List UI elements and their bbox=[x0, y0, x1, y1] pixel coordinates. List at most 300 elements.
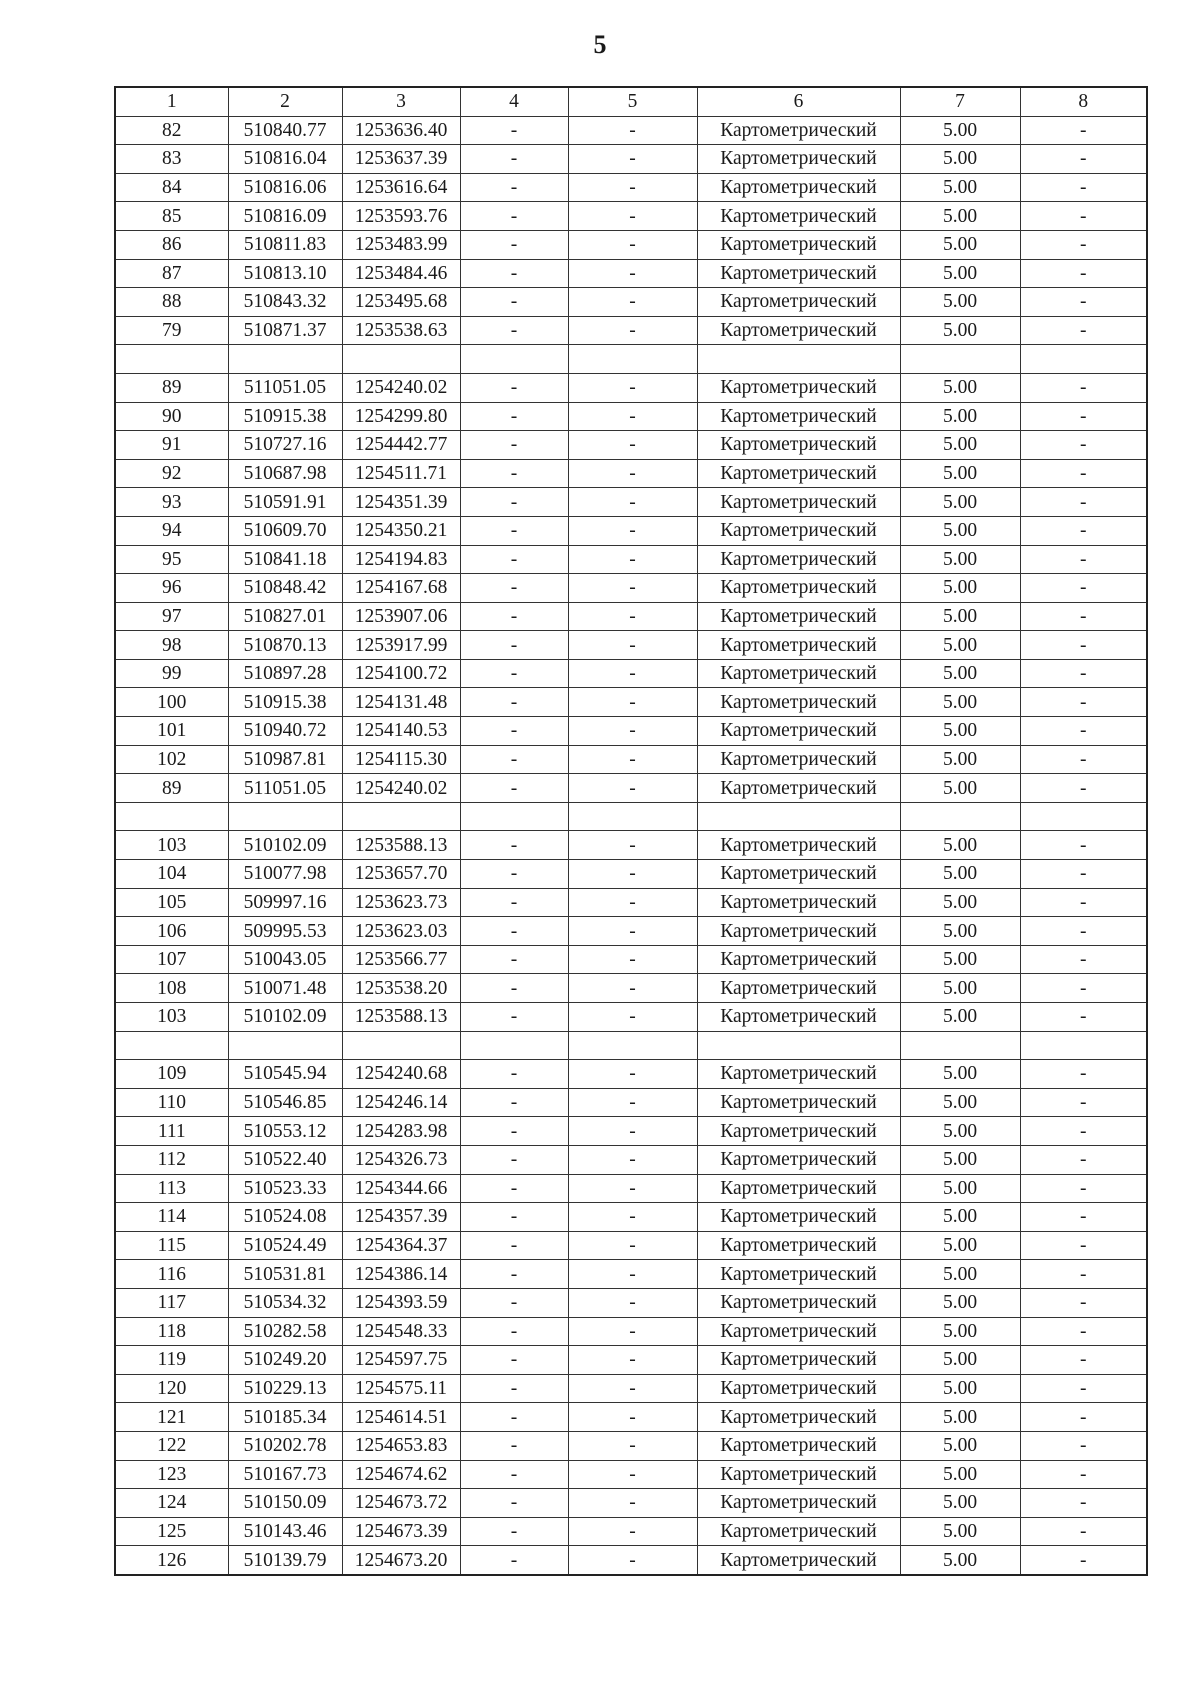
table-cell: 510940.72 bbox=[228, 717, 342, 746]
table-cell: - bbox=[460, 1403, 568, 1432]
table-cell: 1253538.63 bbox=[342, 316, 460, 345]
table-cell: - bbox=[1020, 831, 1147, 860]
table-cell: 5.00 bbox=[900, 659, 1020, 688]
table-cell: 5.00 bbox=[900, 631, 1020, 660]
table-cell: 1254167.68 bbox=[342, 574, 460, 603]
table-cell: - bbox=[568, 602, 697, 631]
table-cell: 5.00 bbox=[900, 745, 1020, 774]
table-cell: - bbox=[460, 1174, 568, 1203]
table-cell: - bbox=[460, 230, 568, 259]
table-cell: 1254326.73 bbox=[342, 1145, 460, 1174]
table-cell: - bbox=[568, 516, 697, 545]
table-row bbox=[115, 259, 1147, 288]
table-cell: 510843.32 bbox=[228, 288, 342, 317]
table-cell: - bbox=[460, 316, 568, 345]
table-cell: 510546.85 bbox=[228, 1088, 342, 1117]
column-header: 7 bbox=[900, 87, 1020, 116]
table-cell: - bbox=[460, 1517, 568, 1546]
separator-row bbox=[115, 345, 1147, 374]
table-cell: 510043.05 bbox=[228, 945, 342, 974]
table-cell: 5.00 bbox=[900, 1460, 1020, 1489]
table-row bbox=[115, 774, 1147, 803]
table-cell: 83 bbox=[115, 145, 228, 174]
table-cell: 5.00 bbox=[900, 1260, 1020, 1289]
table-cell: 510167.73 bbox=[228, 1460, 342, 1489]
table-cell: - bbox=[460, 1431, 568, 1460]
table-cell: 1254115.30 bbox=[342, 745, 460, 774]
table-cell: Картометрический bbox=[697, 1231, 900, 1260]
table-cell bbox=[460, 1031, 568, 1060]
table-cell: 92 bbox=[115, 459, 228, 488]
table-cell: 125 bbox=[115, 1517, 228, 1546]
table-cell: Картометрический bbox=[697, 860, 900, 889]
table-cell: - bbox=[1020, 1317, 1147, 1346]
table-cell: Картометрический bbox=[697, 917, 900, 946]
table-cell: Картометрический bbox=[697, 316, 900, 345]
table-cell: 5.00 bbox=[900, 145, 1020, 174]
table-cell: 95 bbox=[115, 545, 228, 574]
table-cell: - bbox=[460, 116, 568, 145]
table-row bbox=[115, 516, 1147, 545]
table-cell: 1253917.99 bbox=[342, 631, 460, 660]
table-cell: 510816.04 bbox=[228, 145, 342, 174]
table-cell bbox=[228, 1031, 342, 1060]
table-cell: - bbox=[568, 145, 697, 174]
table-cell: - bbox=[460, 888, 568, 917]
table-cell: - bbox=[568, 288, 697, 317]
table-cell: 5.00 bbox=[900, 402, 1020, 431]
table-cell: 1253636.40 bbox=[342, 116, 460, 145]
table-cell: 1254364.37 bbox=[342, 1231, 460, 1260]
table-cell: 1254283.98 bbox=[342, 1117, 460, 1146]
table-cell: - bbox=[1020, 1003, 1147, 1032]
table-cell: 5.00 bbox=[900, 116, 1020, 145]
table-cell: - bbox=[460, 402, 568, 431]
table-cell: 1254240.02 bbox=[342, 373, 460, 402]
table-cell bbox=[342, 1031, 460, 1060]
table-cell: 510523.33 bbox=[228, 1174, 342, 1203]
table-row bbox=[115, 888, 1147, 917]
table-cell: - bbox=[568, 1288, 697, 1317]
table-cell: Картометрический bbox=[697, 1317, 900, 1346]
table-cell: - bbox=[568, 1088, 697, 1117]
table-cell: 510524.08 bbox=[228, 1203, 342, 1232]
table-cell: Картометрический bbox=[697, 402, 900, 431]
table-cell: 115 bbox=[115, 1231, 228, 1260]
table-row bbox=[115, 688, 1147, 717]
table-cell: - bbox=[1020, 774, 1147, 803]
table-cell: 511051.05 bbox=[228, 373, 342, 402]
table-cell: - bbox=[460, 659, 568, 688]
table-cell: 108 bbox=[115, 974, 228, 1003]
table-cell: 85 bbox=[115, 202, 228, 231]
table-row bbox=[115, 1489, 1147, 1518]
table-row bbox=[115, 1460, 1147, 1489]
table-cell: - bbox=[568, 1117, 697, 1146]
table-cell: 5.00 bbox=[900, 1003, 1020, 1032]
table-cell: 5.00 bbox=[900, 1431, 1020, 1460]
table-cell: - bbox=[568, 373, 697, 402]
column-header: 4 bbox=[460, 87, 568, 116]
table-row bbox=[115, 1317, 1147, 1346]
table-cell: 103 bbox=[115, 1003, 228, 1032]
table-cell: - bbox=[568, 545, 697, 574]
table-cell: 510150.09 bbox=[228, 1489, 342, 1518]
table-cell: 1253483.99 bbox=[342, 230, 460, 259]
table-cell: 5.00 bbox=[900, 259, 1020, 288]
table-cell: - bbox=[1020, 1403, 1147, 1432]
table-cell: 5.00 bbox=[900, 831, 1020, 860]
table-cell: Картометрический bbox=[697, 173, 900, 202]
table-cell bbox=[568, 1031, 697, 1060]
table-cell: 510102.09 bbox=[228, 1003, 342, 1032]
table-cell: - bbox=[1020, 459, 1147, 488]
table-row bbox=[115, 574, 1147, 603]
table-cell: 510915.38 bbox=[228, 402, 342, 431]
table-cell: Картометрический bbox=[697, 1060, 900, 1089]
table-row bbox=[115, 488, 1147, 517]
table-cell: 5.00 bbox=[900, 1403, 1020, 1432]
table-cell: - bbox=[460, 288, 568, 317]
table-cell: 5.00 bbox=[900, 1145, 1020, 1174]
table-cell: 82 bbox=[115, 116, 228, 145]
table-cell: 1253907.06 bbox=[342, 602, 460, 631]
table-cell: Картометрический bbox=[697, 1003, 900, 1032]
table-cell: 510139.79 bbox=[228, 1546, 342, 1575]
table-cell: - bbox=[460, 516, 568, 545]
table-cell: 1254350.21 bbox=[342, 516, 460, 545]
table-cell: - bbox=[460, 1060, 568, 1089]
table-cell: 510102.09 bbox=[228, 831, 342, 860]
table-cell: 5.00 bbox=[900, 1317, 1020, 1346]
table-cell: Картометрический bbox=[697, 888, 900, 917]
table-cell: - bbox=[568, 745, 697, 774]
table-cell: - bbox=[1020, 516, 1147, 545]
table-cell: 88 bbox=[115, 288, 228, 317]
table-cell: - bbox=[1020, 1517, 1147, 1546]
table-cell: 510727.16 bbox=[228, 431, 342, 460]
table-cell: - bbox=[1020, 230, 1147, 259]
table-row bbox=[115, 1145, 1147, 1174]
table-cell: 94 bbox=[115, 516, 228, 545]
table-cell: 5.00 bbox=[900, 173, 1020, 202]
table-cell: 105 bbox=[115, 888, 228, 917]
table-cell: - bbox=[568, 488, 697, 517]
table-cell: Картометрический bbox=[697, 373, 900, 402]
table-cell bbox=[900, 1031, 1020, 1060]
table-cell: 510531.81 bbox=[228, 1260, 342, 1289]
table-cell: - bbox=[568, 116, 697, 145]
table-cell: Картометрический bbox=[697, 1174, 900, 1203]
table-cell: - bbox=[1020, 574, 1147, 603]
table-cell: 5.00 bbox=[900, 288, 1020, 317]
table-cell: Картометрический bbox=[697, 1145, 900, 1174]
table-cell: - bbox=[568, 1145, 697, 1174]
table-cell: 1254140.53 bbox=[342, 717, 460, 746]
table-cell: 5.00 bbox=[900, 602, 1020, 631]
separator-row bbox=[115, 1031, 1147, 1060]
table-row bbox=[115, 1403, 1147, 1432]
table-cell: 106 bbox=[115, 917, 228, 946]
table-cell: 510811.83 bbox=[228, 230, 342, 259]
table-cell: Картометрический bbox=[697, 831, 900, 860]
table-cell: 510871.37 bbox=[228, 316, 342, 345]
table-cell: 5.00 bbox=[900, 945, 1020, 974]
table-cell: 1253566.77 bbox=[342, 945, 460, 974]
table-cell: 509995.53 bbox=[228, 917, 342, 946]
table-cell: - bbox=[1020, 602, 1147, 631]
table-cell: - bbox=[1020, 1088, 1147, 1117]
table-cell: 1254673.20 bbox=[342, 1546, 460, 1575]
table-row bbox=[115, 1288, 1147, 1317]
table-cell: Картометрический bbox=[697, 1460, 900, 1489]
table-cell: - bbox=[460, 1088, 568, 1117]
table-row bbox=[115, 860, 1147, 889]
table-cell: 5.00 bbox=[900, 688, 1020, 717]
table-row bbox=[115, 1003, 1147, 1032]
table-cell: Картометрический bbox=[697, 459, 900, 488]
table-cell: 1254393.59 bbox=[342, 1288, 460, 1317]
table-cell: - bbox=[1020, 1060, 1147, 1089]
table-cell: - bbox=[1020, 1174, 1147, 1203]
table-cell bbox=[697, 802, 900, 831]
table-cell: Картометрический bbox=[697, 1346, 900, 1375]
column-header: 3 bbox=[342, 87, 460, 116]
table-cell: - bbox=[1020, 888, 1147, 917]
table-cell: 116 bbox=[115, 1260, 228, 1289]
table-cell: 1253616.64 bbox=[342, 173, 460, 202]
table-cell: - bbox=[568, 774, 697, 803]
table-cell: 510553.12 bbox=[228, 1117, 342, 1146]
table-cell: Картометрический bbox=[697, 1203, 900, 1232]
table-cell bbox=[1020, 1031, 1147, 1060]
table-cell: - bbox=[568, 945, 697, 974]
table-cell: - bbox=[460, 1374, 568, 1403]
table-cell: Картометрический bbox=[697, 488, 900, 517]
table-cell: 510870.13 bbox=[228, 631, 342, 660]
table-row bbox=[115, 145, 1147, 174]
table-cell: - bbox=[1020, 1231, 1147, 1260]
table-cell: 5.00 bbox=[900, 1517, 1020, 1546]
table-cell: 112 bbox=[115, 1145, 228, 1174]
table-cell: 5.00 bbox=[900, 574, 1020, 603]
table-cell: - bbox=[460, 1288, 568, 1317]
table-cell: 5.00 bbox=[900, 431, 1020, 460]
table-cell: - bbox=[1020, 745, 1147, 774]
table-cell: - bbox=[460, 545, 568, 574]
table-cell: - bbox=[460, 1003, 568, 1032]
table-cell: - bbox=[1020, 917, 1147, 946]
table-cell: Картометрический bbox=[697, 659, 900, 688]
table-cell: 510848.42 bbox=[228, 574, 342, 603]
table-cell: 5.00 bbox=[900, 316, 1020, 345]
table-cell: - bbox=[568, 717, 697, 746]
table-cell: - bbox=[460, 1231, 568, 1260]
table-cell: 1254357.39 bbox=[342, 1203, 460, 1232]
table-cell: 510249.20 bbox=[228, 1346, 342, 1375]
table-cell: - bbox=[1020, 431, 1147, 460]
table-cell: 1254240.68 bbox=[342, 1060, 460, 1089]
table-cell: - bbox=[1020, 1460, 1147, 1489]
table-cell bbox=[900, 345, 1020, 374]
table-cell: Картометрический bbox=[697, 431, 900, 460]
table-cell: 5.00 bbox=[900, 917, 1020, 946]
table-header-row bbox=[115, 87, 1147, 116]
table-cell: - bbox=[568, 1174, 697, 1203]
table-cell: 1253538.20 bbox=[342, 974, 460, 1003]
table-row bbox=[115, 1231, 1147, 1260]
table-cell: 114 bbox=[115, 1203, 228, 1232]
table-cell: - bbox=[1020, 688, 1147, 717]
table-cell: 120 bbox=[115, 1374, 228, 1403]
table-cell: 5.00 bbox=[900, 230, 1020, 259]
table-cell: 79 bbox=[115, 316, 228, 345]
table-cell: 1254597.75 bbox=[342, 1346, 460, 1375]
table-row bbox=[115, 402, 1147, 431]
table-cell: - bbox=[568, 459, 697, 488]
table-cell: - bbox=[460, 717, 568, 746]
table-cell: 1254131.48 bbox=[342, 688, 460, 717]
table-cell: 5.00 bbox=[900, 717, 1020, 746]
table-cell: - bbox=[1020, 373, 1147, 402]
table-cell: - bbox=[568, 574, 697, 603]
table-cell: - bbox=[460, 974, 568, 1003]
table-row bbox=[115, 831, 1147, 860]
table-cell: 1253588.13 bbox=[342, 831, 460, 860]
table-cell bbox=[900, 802, 1020, 831]
table-cell: 90 bbox=[115, 402, 228, 431]
table-row bbox=[115, 173, 1147, 202]
table-cell: 511051.05 bbox=[228, 774, 342, 803]
table-cell: Картометрический bbox=[697, 1403, 900, 1432]
table-cell: 97 bbox=[115, 602, 228, 631]
coordinates-table bbox=[114, 86, 1148, 1576]
table-row bbox=[115, 1088, 1147, 1117]
table-cell: 87 bbox=[115, 259, 228, 288]
table-cell: - bbox=[568, 1203, 697, 1232]
table-cell bbox=[115, 345, 228, 374]
table-cell: 122 bbox=[115, 1431, 228, 1460]
table-cell: - bbox=[460, 1260, 568, 1289]
table-cell: - bbox=[460, 688, 568, 717]
table-cell: 99 bbox=[115, 659, 228, 688]
table-cell: 1254674.62 bbox=[342, 1460, 460, 1489]
table-cell: Картометрический bbox=[697, 516, 900, 545]
table-row bbox=[115, 1060, 1147, 1089]
table-cell: 110 bbox=[115, 1088, 228, 1117]
table-cell: 91 bbox=[115, 431, 228, 460]
table-cell bbox=[568, 345, 697, 374]
table-cell: 89 bbox=[115, 373, 228, 402]
table-cell: 1254442.77 bbox=[342, 431, 460, 460]
table-cell: - bbox=[460, 945, 568, 974]
table-cell: - bbox=[460, 831, 568, 860]
table-cell: - bbox=[1020, 1374, 1147, 1403]
table-cell: 102 bbox=[115, 745, 228, 774]
table-cell: - bbox=[568, 1374, 697, 1403]
table-cell: - bbox=[460, 574, 568, 603]
table-cell: 1253623.73 bbox=[342, 888, 460, 917]
table-cell: - bbox=[1020, 545, 1147, 574]
table-cell bbox=[460, 802, 568, 831]
table-cell: 5.00 bbox=[900, 888, 1020, 917]
table-row bbox=[115, 116, 1147, 145]
table-cell: - bbox=[460, 1460, 568, 1489]
table-cell: 5.00 bbox=[900, 1203, 1020, 1232]
table-cell: - bbox=[568, 1317, 697, 1346]
table-row bbox=[115, 1431, 1147, 1460]
table-cell: - bbox=[460, 431, 568, 460]
table-cell: Картометрический bbox=[697, 717, 900, 746]
table-row bbox=[115, 545, 1147, 574]
table-cell: 5.00 bbox=[900, 1546, 1020, 1575]
table-cell: 5.00 bbox=[900, 1060, 1020, 1089]
table-cell: 5.00 bbox=[900, 1117, 1020, 1146]
table-cell bbox=[228, 802, 342, 831]
table-cell: 118 bbox=[115, 1317, 228, 1346]
table-cell: Картометрический bbox=[697, 116, 900, 145]
table-cell: - bbox=[568, 1260, 697, 1289]
table-cell: - bbox=[1020, 202, 1147, 231]
table-cell: - bbox=[568, 888, 697, 917]
table-cell: 1254344.66 bbox=[342, 1174, 460, 1203]
table-cell bbox=[115, 802, 228, 831]
table-cell: - bbox=[1020, 1489, 1147, 1518]
page-number: 5 bbox=[593, 30, 607, 59]
table-cell: 510897.28 bbox=[228, 659, 342, 688]
table-cell: - bbox=[1020, 631, 1147, 660]
table-row bbox=[115, 1374, 1147, 1403]
table-cell: - bbox=[460, 259, 568, 288]
table-cell: 96 bbox=[115, 574, 228, 603]
table-cell: - bbox=[568, 1517, 697, 1546]
table-cell: 510282.58 bbox=[228, 1317, 342, 1346]
table-row bbox=[115, 917, 1147, 946]
table-cell: 510827.01 bbox=[228, 602, 342, 631]
table-cell: 1254194.83 bbox=[342, 545, 460, 574]
table-cell: 510816.09 bbox=[228, 202, 342, 231]
table-cell bbox=[697, 1031, 900, 1060]
table-cell: - bbox=[460, 1145, 568, 1174]
table-cell: 1254240.02 bbox=[342, 774, 460, 803]
table-cell: Картометрический bbox=[697, 1431, 900, 1460]
table-row bbox=[115, 316, 1147, 345]
table-cell: 1253495.68 bbox=[342, 288, 460, 317]
table-row bbox=[115, 1517, 1147, 1546]
table-cell bbox=[1020, 802, 1147, 831]
table-row bbox=[115, 288, 1147, 317]
table-cell: - bbox=[568, 688, 697, 717]
table-cell: 107 bbox=[115, 945, 228, 974]
table-cell: 1254351.39 bbox=[342, 488, 460, 517]
table-cell: - bbox=[568, 1403, 697, 1432]
table-cell: - bbox=[568, 259, 697, 288]
table-cell: - bbox=[460, 173, 568, 202]
table-cell: - bbox=[568, 1231, 697, 1260]
table-cell bbox=[342, 802, 460, 831]
table-cell bbox=[228, 345, 342, 374]
table-cell: 1253484.46 bbox=[342, 259, 460, 288]
table-cell: 1254653.83 bbox=[342, 1431, 460, 1460]
table-row bbox=[115, 1546, 1147, 1575]
table-cell: - bbox=[568, 1460, 697, 1489]
table-row bbox=[115, 1174, 1147, 1203]
table-cell: - bbox=[1020, 259, 1147, 288]
table-cell: - bbox=[460, 459, 568, 488]
table-cell: - bbox=[568, 431, 697, 460]
table-cell: - bbox=[460, 774, 568, 803]
table-row bbox=[115, 631, 1147, 660]
